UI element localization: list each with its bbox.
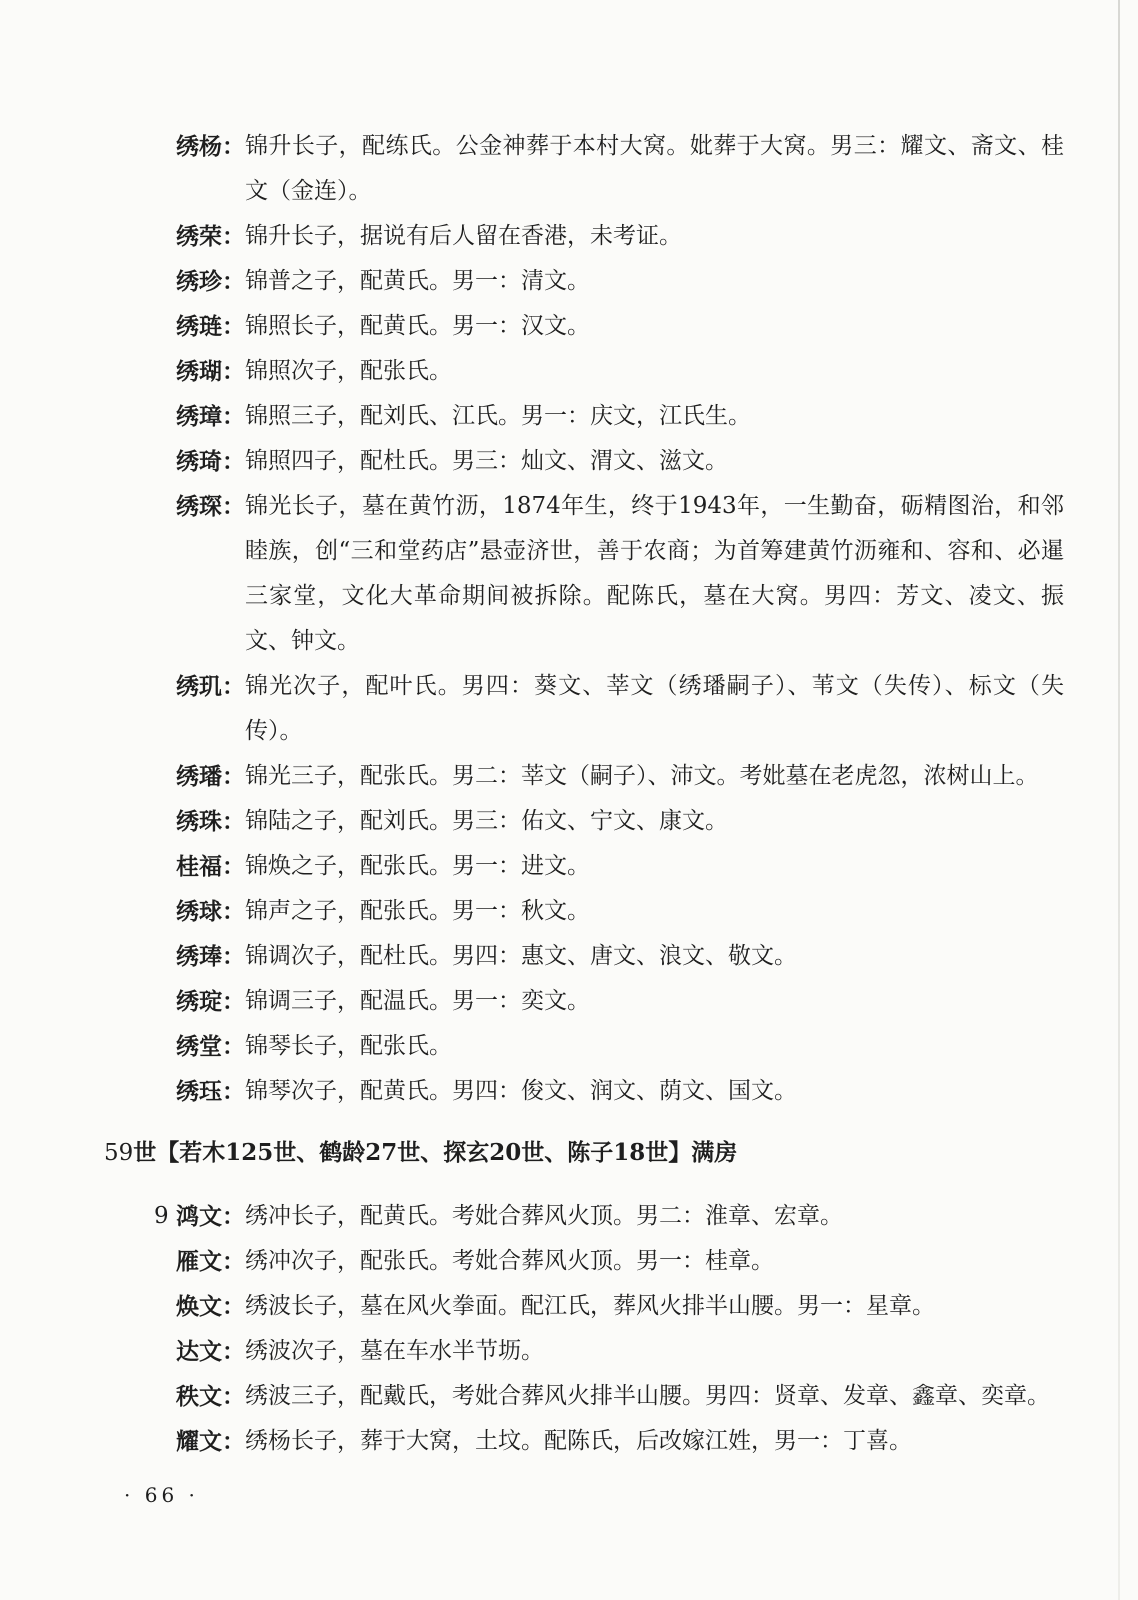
entry-name: 绣球 [176, 898, 222, 925]
entry-colon: ： [222, 313, 245, 340]
entry-name: 鸿文 [176, 1203, 222, 1230]
entry-name: 绣荣 [176, 223, 222, 250]
entry-name: 绣杨 [176, 133, 222, 160]
entry-text: 锦照三子，配刘氏、江氏。男一：庆文，江氏生。 [245, 403, 751, 429]
entry-name: 绣珠 [176, 808, 222, 835]
entry-text: 锦光次子，配叶氏。男四：葵文、莘文（绣璠嗣子）、苇文（失传）、标文（失传）。 [245, 673, 1064, 744]
entry [176, 934, 1064, 979]
entry [176, 1374, 1064, 1419]
entry-colon: ： [222, 1248, 245, 1275]
entry-colon: ： [222, 358, 245, 385]
entry-name: 绣珏 [176, 1078, 222, 1105]
entry [176, 259, 1064, 304]
entry [176, 349, 1064, 394]
entry [176, 979, 1064, 1024]
entry-name: 绣珍 [176, 268, 222, 295]
entry-name: 绣琔 [176, 988, 222, 1015]
entry-text: 锦光长子，墓在黄竹沥，1874年生，终于1943年，一生勤奋，砺精图治，和邻睦族，创“三和堂药店”悬壶济世，善于农商；为首筹建黄竹沥雍和、容和、必暹三家堂，文化大革命期间被拆除。配陈氏，墓在大窝。男四：芳文、凌文、振文、钟文。 [245, 493, 1064, 654]
entry-text: 绣波次子，墓在车水半节坜。 [245, 1338, 544, 1364]
entry [176, 844, 1064, 889]
entry-text: 绣冲次子，配张氏。考妣合葬风火顶。男一：桂章。 [245, 1248, 774, 1274]
entry-colon: ： [222, 1033, 245, 1060]
entry-text: 锦升长子，据说有后人留在香港，未考证。 [245, 223, 682, 249]
entry-name: 桂福 [176, 853, 222, 880]
entry-colon: ： [222, 1338, 245, 1365]
entry [176, 1284, 1064, 1329]
entry [176, 754, 1064, 799]
genealogy-entries-58 [176, 124, 1064, 1114]
entry-marker: 9 [154, 1203, 169, 1229]
entry-colon: ： [222, 943, 245, 970]
entry [176, 1024, 1064, 1069]
entry-text: 绣波三子，配戴氏，考妣合葬风火排半山腰。男四：贤章、发章、鑫章、奕章。 [245, 1383, 1050, 1409]
entry-name: 焕文 [176, 1293, 222, 1320]
entry [176, 484, 1064, 664]
entry-text: 锦照四子，配杜氏。男三：灿文、渭文、滋文。 [245, 448, 728, 474]
entry-name: 达文 [176, 1338, 222, 1365]
entry-name: 绣璠 [176, 763, 222, 790]
entry [176, 799, 1064, 844]
entry-colon: ： [222, 448, 245, 475]
entry-text: 锦陆之子，配刘氏。男三：佑文、宁文、康文。 [245, 808, 728, 834]
entry-name: 秩文 [176, 1383, 222, 1410]
entry [154, 1194, 1064, 1239]
entry-colon: ： [222, 673, 245, 700]
entry-name: 绣琦 [176, 448, 222, 475]
entry-colon: ： [222, 268, 245, 295]
entry [176, 664, 1064, 754]
generation-heading-text: 世【若木125世、鹤龄27世、探玄20世、陈子18世】满房 [133, 1139, 738, 1166]
entry-text: 绣冲长子，配黄氏。考妣合葬风火顶。男二：淮章、宏章。 [245, 1203, 843, 1229]
entry [176, 1419, 1064, 1464]
entry [176, 1329, 1064, 1374]
entry-colon: ： [222, 1293, 245, 1320]
entry-name: 绣琛 [176, 493, 222, 520]
entry-colon: ： [222, 763, 245, 790]
entry-name: 绣瑚 [176, 358, 222, 385]
entry-colon: ： [222, 1203, 245, 1230]
entry-name: 绣琏 [176, 313, 222, 340]
generation-number: 59 [104, 1140, 134, 1166]
entry-text: 绣波长子，墓在风火拳面。配江氏，葬风火排半山腰。男一：星章。 [245, 1293, 935, 1319]
entry-name: 绣玑 [176, 673, 222, 700]
entry-colon: ： [222, 1428, 245, 1455]
page-number: · 66 · [124, 1483, 199, 1507]
scan-edge-line [1118, 0, 1120, 1600]
entry [176, 124, 1064, 214]
entry-text: 锦琴次子，配黄氏。男四：俊文、润文、荫文、国文。 [245, 1078, 797, 1104]
entry-text: 锦普之子，配黄氏。男一：清文。 [245, 268, 590, 294]
entry-text: 锦照长子，配黄氏。男一：汉文。 [245, 313, 590, 339]
entry-colon: ： [222, 988, 245, 1015]
entry-colon: ： [222, 403, 245, 430]
entry [176, 394, 1064, 439]
entry-colon: ： [222, 133, 245, 160]
entry-colon: ： [222, 808, 245, 835]
entry-colon: ： [222, 223, 245, 250]
entry-text: 锦调三子，配温氏。男一：奕文。 [245, 988, 590, 1014]
entry-text: 锦升长子，配练氏。公金神葬于本村大窝。妣葬于大窝。男三：耀文、斋文、桂文（金连）。 [245, 133, 1064, 204]
entry-name: 绣璋 [176, 403, 222, 430]
entry-name: 绣琫 [176, 943, 222, 970]
entry-text: 锦声之子，配张氏。男一：秋文。 [245, 898, 590, 924]
genealogy-entries-59 [154, 1194, 1064, 1464]
entry-text: 锦琴长子，配张氏。 [245, 1033, 452, 1059]
entry-text: 锦焕之子，配张氏。男一：进文。 [245, 853, 590, 879]
entry-name: 耀文 [176, 1428, 222, 1455]
entry [176, 439, 1064, 484]
entry [176, 1069, 1064, 1114]
entry-text: 绣杨长子，葬于大窝，土坟。配陈氏，后改嫁江姓，男一：丁喜。 [245, 1428, 912, 1454]
entry-colon: ： [222, 1078, 245, 1105]
entry-text: 锦光三子，配张氏。男二：莘文（嗣子）、沛文。考妣墓在老虎忽，浓树山上。 [245, 763, 1039, 789]
entry-colon: ： [222, 898, 245, 925]
generation-heading [104, 1130, 1064, 1176]
entry [176, 889, 1064, 934]
entry [176, 304, 1064, 349]
entry-name: 雁文 [176, 1248, 222, 1275]
entry-colon: ： [222, 493, 245, 520]
entry-name: 绣堂 [176, 1033, 222, 1060]
entry-colon: ： [222, 1383, 245, 1410]
entry-text: 锦照次子，配张氏。 [245, 358, 452, 384]
entry-text: 锦调次子，配杜氏。男四：惠文、唐文、浪文、敬文。 [245, 943, 797, 969]
entry [176, 1239, 1064, 1284]
entry-colon: ： [222, 853, 245, 880]
entry [176, 214, 1064, 259]
